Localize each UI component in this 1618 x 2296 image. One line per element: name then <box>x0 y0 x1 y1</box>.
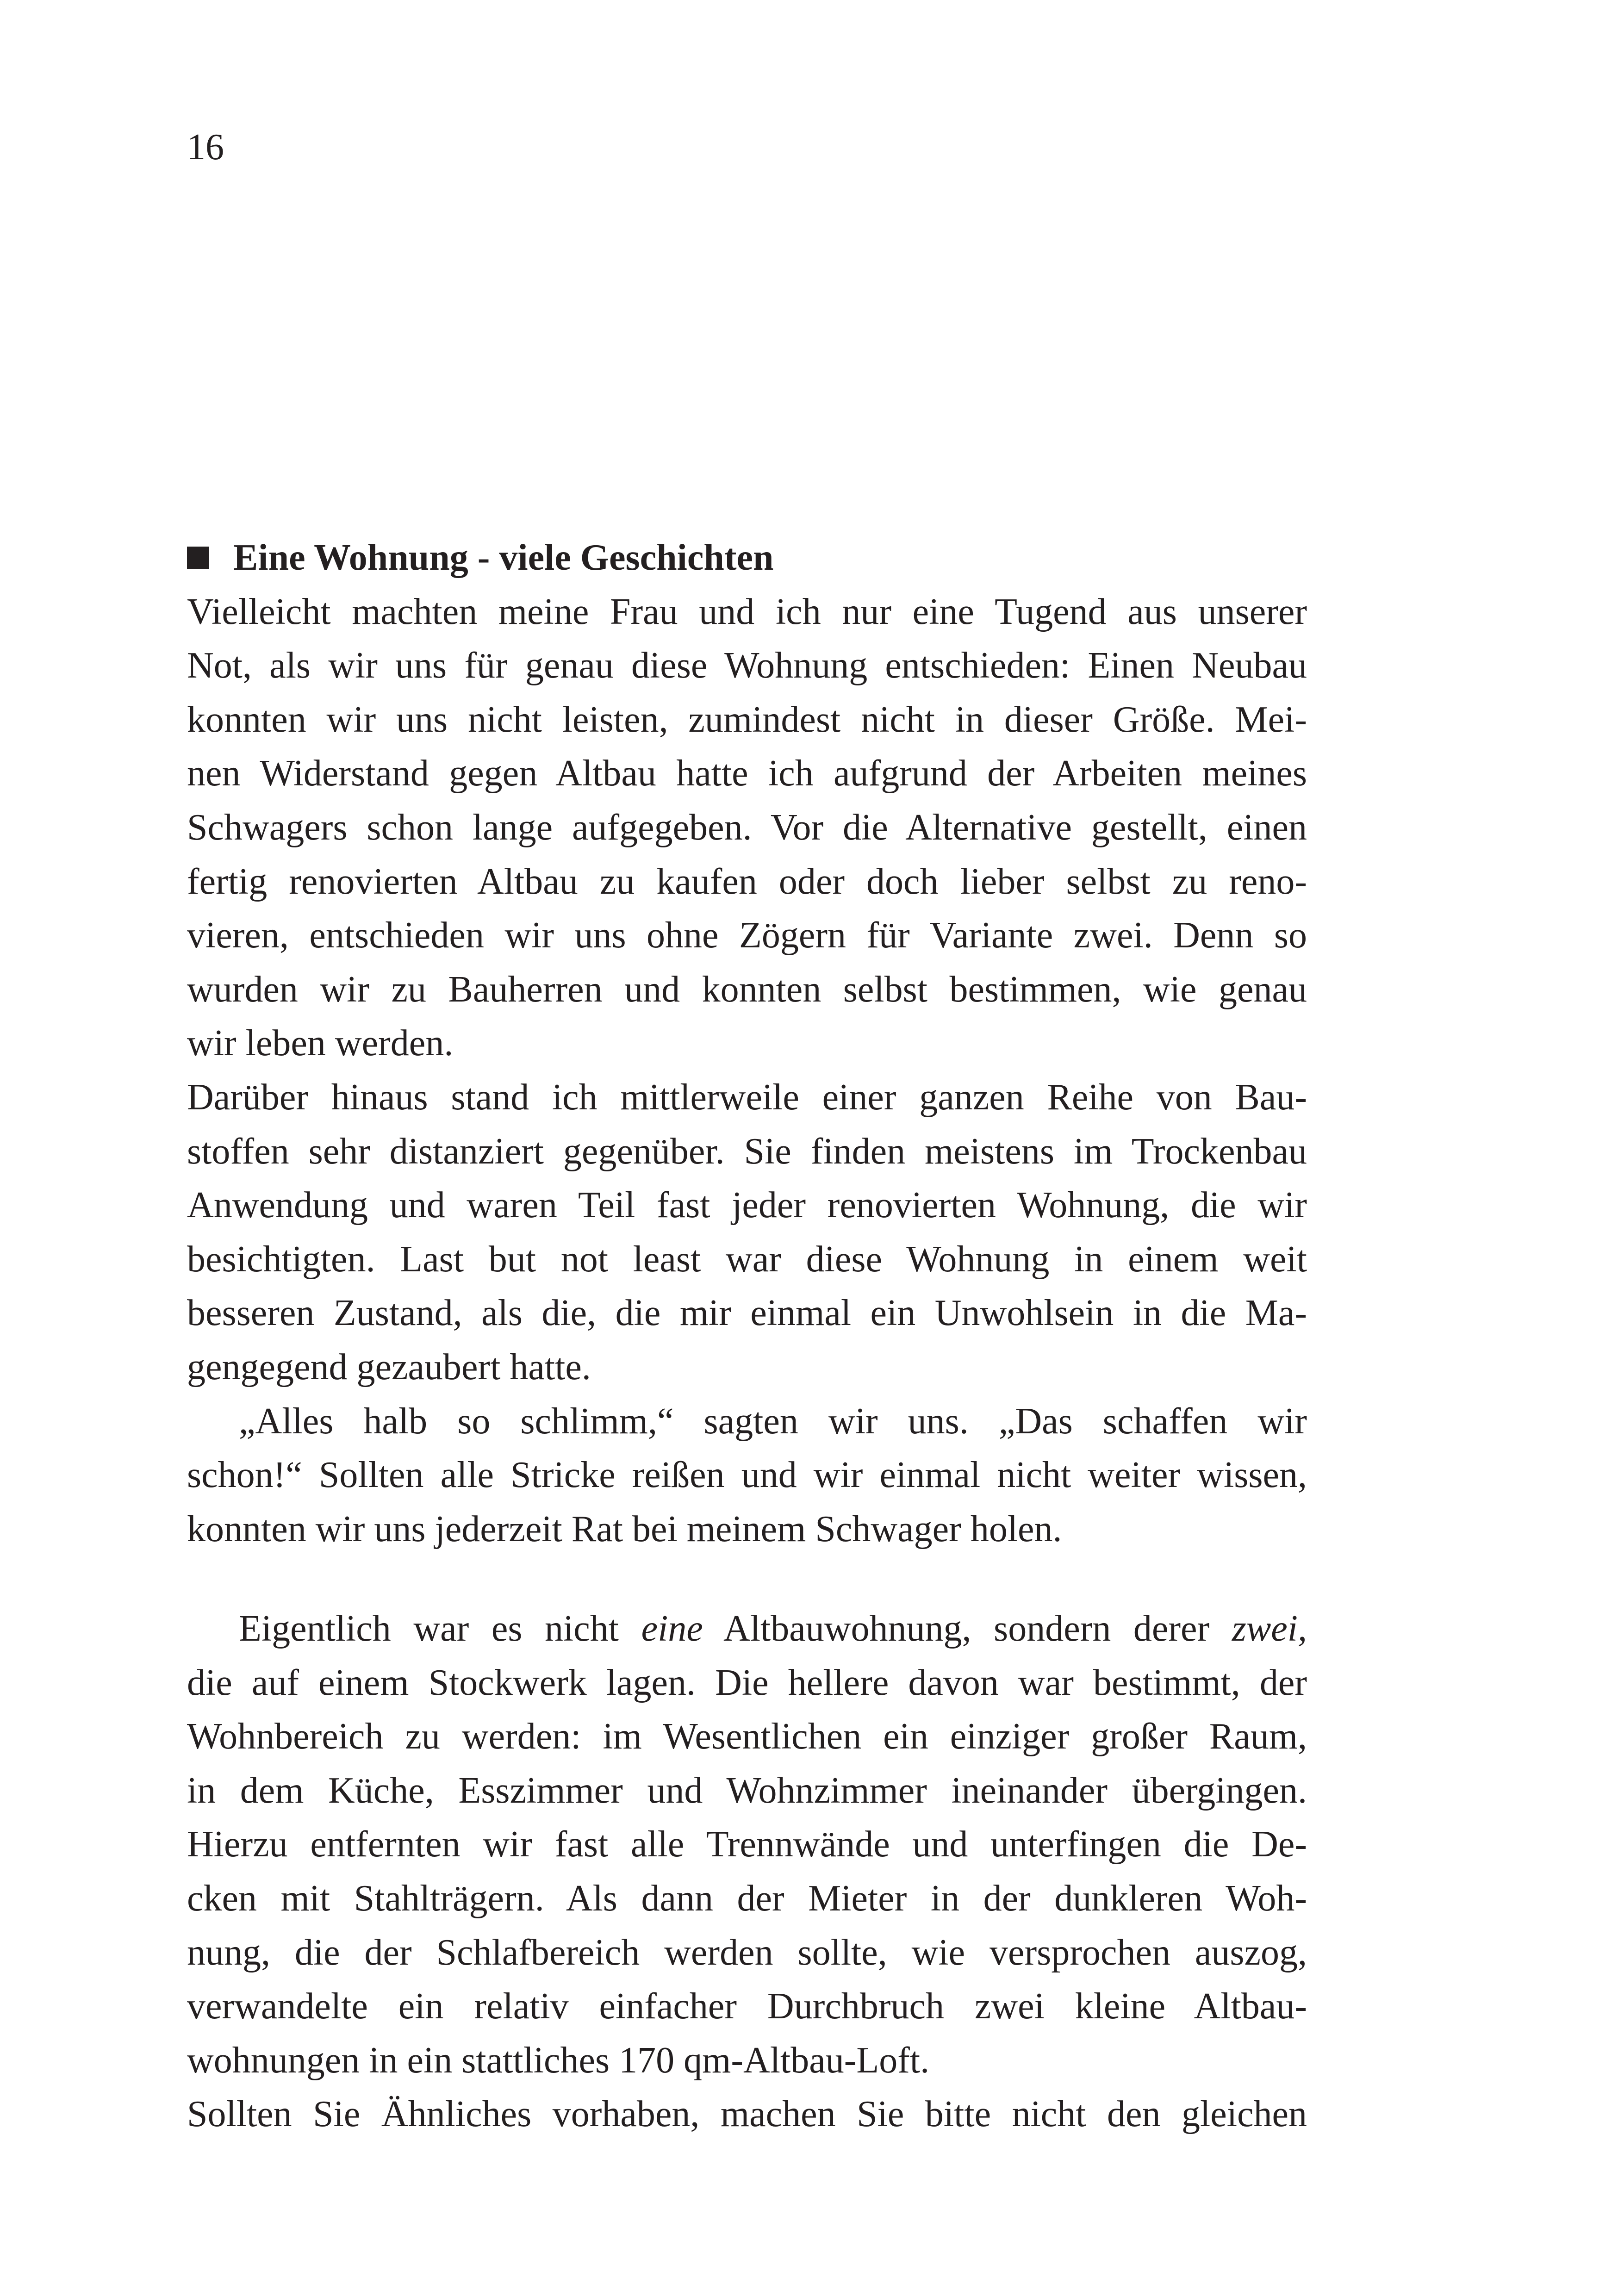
text-run: Altbauwohnung, sondern derer <box>703 1608 1232 1649</box>
text-line: die auf einem Stockwerk lagen. Die hellere davon war bestimmt, der <box>187 1662 1307 1703</box>
text-line: wir leben werden. <box>187 1023 454 1064</box>
text-line-first <box>187 1602 1307 1656</box>
text-line: verwandelte ein relativ einfacher Durchbruch zwei kleine Altbau- <box>187 1986 1307 2027</box>
square-bullet-icon <box>187 547 209 569</box>
section-heading-text: Eine Wohnung - viele Geschichten <box>233 537 774 578</box>
section-eine-wohnung <box>187 531 1307 1556</box>
text-line: Schwagers schon lange aufgegeben. Vor die Alternative gestellt, einen <box>187 807 1307 848</box>
text-line: konnten wir uns nicht leisten, zumindest nicht in dieser Größe. Mei- <box>187 699 1307 740</box>
text-line: Sollten Sie Ähnliches vorhaben, machen Sie bitte nicht den gleichen <box>187 2094 1307 2135</box>
text-run: Eigentlich war es nicht <box>239 1608 641 1649</box>
text-line: vieren, entschieden wir uns ohne Zögern für Variante zwei. Denn so <box>187 915 1307 956</box>
text-line: Wohnbereich zu werden: im Wesentlichen ein einziger großer Raum, <box>187 1716 1307 1757</box>
section-altbauwohnung <box>187 1602 1307 2141</box>
text-line: Hierzu entfernten wir fast alle Trennwände und unterfingen die De- <box>187 1824 1307 1865</box>
text-line: Vielleicht machten meine Frau und ich nur eine Tugend aus unserer <box>187 591 1307 632</box>
emphasis-text: eine <box>641 1608 703 1649</box>
section-heading <box>187 531 1307 585</box>
text-line: stoffen sehr distanziert gegenüber. Sie finden meistens im Trockenbau <box>187 1131 1307 1172</box>
text-line: cken mit Stahlträgern. Als dann der Mieter in der dunkleren Woh- <box>187 1878 1307 1919</box>
text-line: wohnungen in ein stattliches 170 qm-Altbau-Loft. <box>187 2040 930 2081</box>
text-line: gengegend gezaubert hatte. <box>187 1346 591 1388</box>
text-line: in dem Küche, Esszimmer und Wohnzimmer ineinander übergingen. <box>187 1770 1307 1811</box>
text-line: Not, als wir uns für genau diese Wohnung entschieden: Einen Neubau <box>187 645 1307 686</box>
text-line: „Alles halb so schlimm,“ sagten wir uns. „Das schaffen wir <box>239 1400 1307 1442</box>
text-line: wurden wir zu Bauherren und konnten selbst bestimmen, wie genau <box>187 969 1307 1010</box>
text-line: besichtigten. Last but not least war diese Wohnung in einem weit <box>187 1238 1307 1280</box>
text-line: Darüber hinaus stand ich mittlerweile einer ganzen Reihe von Bau- <box>187 1076 1307 1118</box>
text-line: schon!“ Sollten alle Stricke reißen und wir einmal nicht weiter wissen, <box>187 1455 1307 1496</box>
text-line: Anwendung und waren Teil fast jeder renovierten Wohnung, die wir <box>187 1185 1307 1226</box>
emphasis-text: zwei, <box>1232 1608 1307 1649</box>
text-line: konnten wir uns jederzeit Rat bei meinem Schwager holen. <box>187 1508 1062 1549</box>
page-number: 16 <box>187 127 224 168</box>
text-line: besseren Zustand, als die, die mir einmal ein Unwohlsein in die Ma- <box>187 1293 1307 1334</box>
text-line: nen Widerstand gegen Altbau hatte ich aufgrund der Arbeiten meines <box>187 753 1307 794</box>
text-line: nung, die der Schlafbereich werden sollte, wie versprochen auszog, <box>187 1932 1307 1973</box>
text-line: fertig renovierten Altbau zu kaufen oder doch lieber selbst zu reno- <box>187 861 1307 902</box>
